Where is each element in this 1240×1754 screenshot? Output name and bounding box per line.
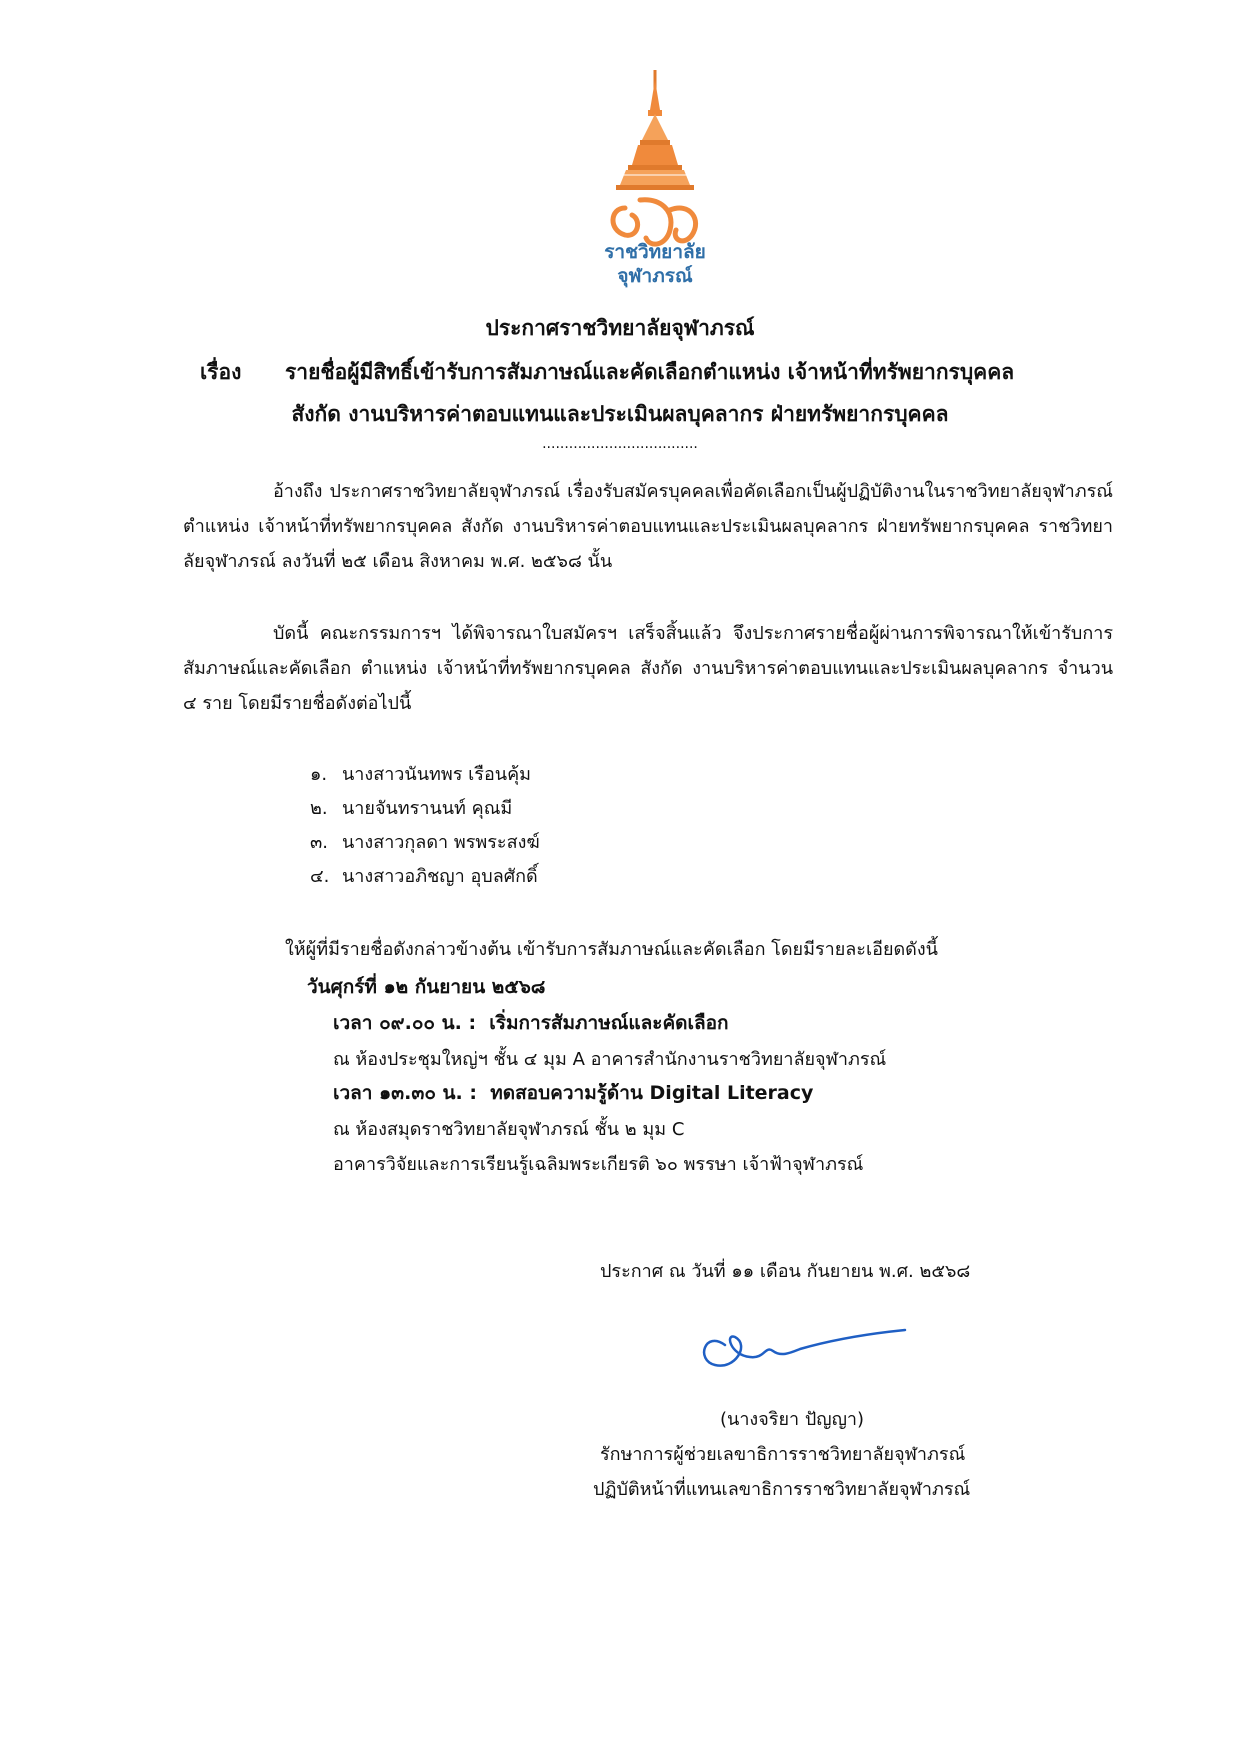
schedule-time: เวลา ๑๓.๓๐ น. : (333, 1082, 477, 1104)
list-number: ๑. (310, 764, 328, 785)
list-item (310, 792, 540, 826)
list-item (310, 860, 540, 894)
separator: ................................... (542, 436, 698, 452)
schedule-place-2b: อาคารวิจัยและการเรียนรู้เฉลิมพระเกียรติ ๖๐ พรรษา เจ้าฟ้าจุฬาภรณ์ (333, 1154, 864, 1175)
paragraph-2-text: บัดนี้ คณะกรรมการฯ ได้พิจารณาใบสมัครฯ เสร็จสิ้นแล้ว จึงประกาศรายชื่อผู้ผ่านการพิจารณาให้เข้ารับการสัมภาษณ์และคัดเลือก ตำแหน่ง เจ้าหน้าที่ทรัพยากรบุคคล สังกัด งานบริหารค่าตอบแทนและประเมินผลบุคลากร จำนวน ๔ ราย โดยมีรายชื่อดังต่อไปนี้ (183, 623, 1113, 714)
schedule-place-1: ณ ห้องประชุมใหญ่ฯ ชั้น ๔ มุม A อาคารสำนักงานราชวิทยาลัยจุฬาภรณ์ (333, 1049, 887, 1070)
schedule-intro: ให้ผู้ที่มีรายชื่อดังกล่าวข้างต้น เข้ารับการสัมภาษณ์และคัดเลือก โดยมีรายละเอียดดังนี้ (285, 939, 938, 960)
schedule-place-2a: ณ ห้องสมุดราชวิทยาลัยจุฬาภรณ์ ชั้น ๒ มุม C (333, 1119, 685, 1140)
schedule-title: เริ่มการสัมภาษณ์และคัดเลือก (489, 1012, 729, 1034)
list-item (310, 826, 540, 860)
subject-line-2: สังกัด งานบริหารค่าตอบแทนและประเมินผลบุคลากร ฝ่ายทรัพยากรบุคคล (291, 402, 949, 426)
announcement-date: ประกาศ ณ วันที่ ๑๑ เดือน กันยายน พ.ศ. ๒๕๖๘ (600, 1261, 971, 1282)
schedule-title: ทดสอบความรู้ด้าน Digital Literacy (490, 1082, 814, 1104)
paragraph-announcement (183, 616, 1113, 721)
logo-line-1: ราชวิทยาลัย (604, 241, 706, 263)
subject-label: เรื่อง (200, 360, 242, 384)
schedule-item-1 (333, 1008, 729, 1038)
candidate-list (310, 758, 540, 894)
interview-date: วันศุกร์ที่ ๑๒ กันยายน ๒๕๖๘ (307, 976, 546, 998)
list-item (310, 758, 540, 792)
candidate-name: นางสาวอภิชญา อุบลศักดิ์ (342, 866, 538, 887)
candidate-name: นางสาวนันทพร เรือนคุ้ม (342, 764, 531, 785)
list-number: ๒. (310, 798, 328, 819)
candidate-name: นายจันทรานนท์ คุณมี (342, 798, 513, 819)
signature-icon (695, 1315, 910, 1375)
subject-line-1: รายชื่อผู้มีสิทธิ์เข้ารับการสัมภาษณ์และคัดเลือกตำแหน่ง เจ้าหน้าที่ทรัพยากรบุคคล (285, 360, 1015, 384)
list-number: ๓. (310, 832, 329, 853)
logo-line-2: จุฬาภรณ์ (617, 265, 693, 287)
signer-name: (นางจริยา ปัญญา) (720, 1409, 865, 1430)
announcement-title: ประกาศราชวิทยาลัยจุฬาภรณ์ (485, 316, 755, 340)
logo-wordmark (580, 240, 730, 288)
paragraph-1-text: อ้างถึง ประกาศราชวิทยาลัยจุฬาภรณ์ เรื่องรับสมัครบุคคลเพื่อคัดเลือกเป็นผู้ปฏิบัติงานในราชวิทยาลัยจุฬาภรณ์ ตำแหน่ง เจ้าหน้าที่ทรัพยากรบุคคล สังกัด งานบริหารค่าตอบแทนและประเมินผลบุคลากร ฝ่ายทรัพยากรบุคคล ราชวิทยาลัยจุฬาภรณ์ ลงวันที่ ๒๕ เดือน สิงหาคม พ.ศ. ๒๕๖๘ นั้น (183, 481, 1113, 572)
paragraph-reference (183, 474, 1113, 579)
signer-position-1: รักษาการผู้ช่วยเลขาธิการราชวิทยาลัยจุฬาภรณ์ (600, 1444, 966, 1465)
candidate-name: นางสาวกุลดา พรพระสงฆ์ (342, 832, 540, 853)
signer-position-2: ปฏิบัติหน้าที่แทนเลขาธิการราชวิทยาลัยจุฬาภรณ์ (593, 1479, 971, 1500)
list-number: ๔. (310, 866, 330, 887)
schedule-time: เวลา ๐๙.๐๐ น. : (333, 1012, 477, 1034)
schedule-item-2 (333, 1078, 813, 1108)
